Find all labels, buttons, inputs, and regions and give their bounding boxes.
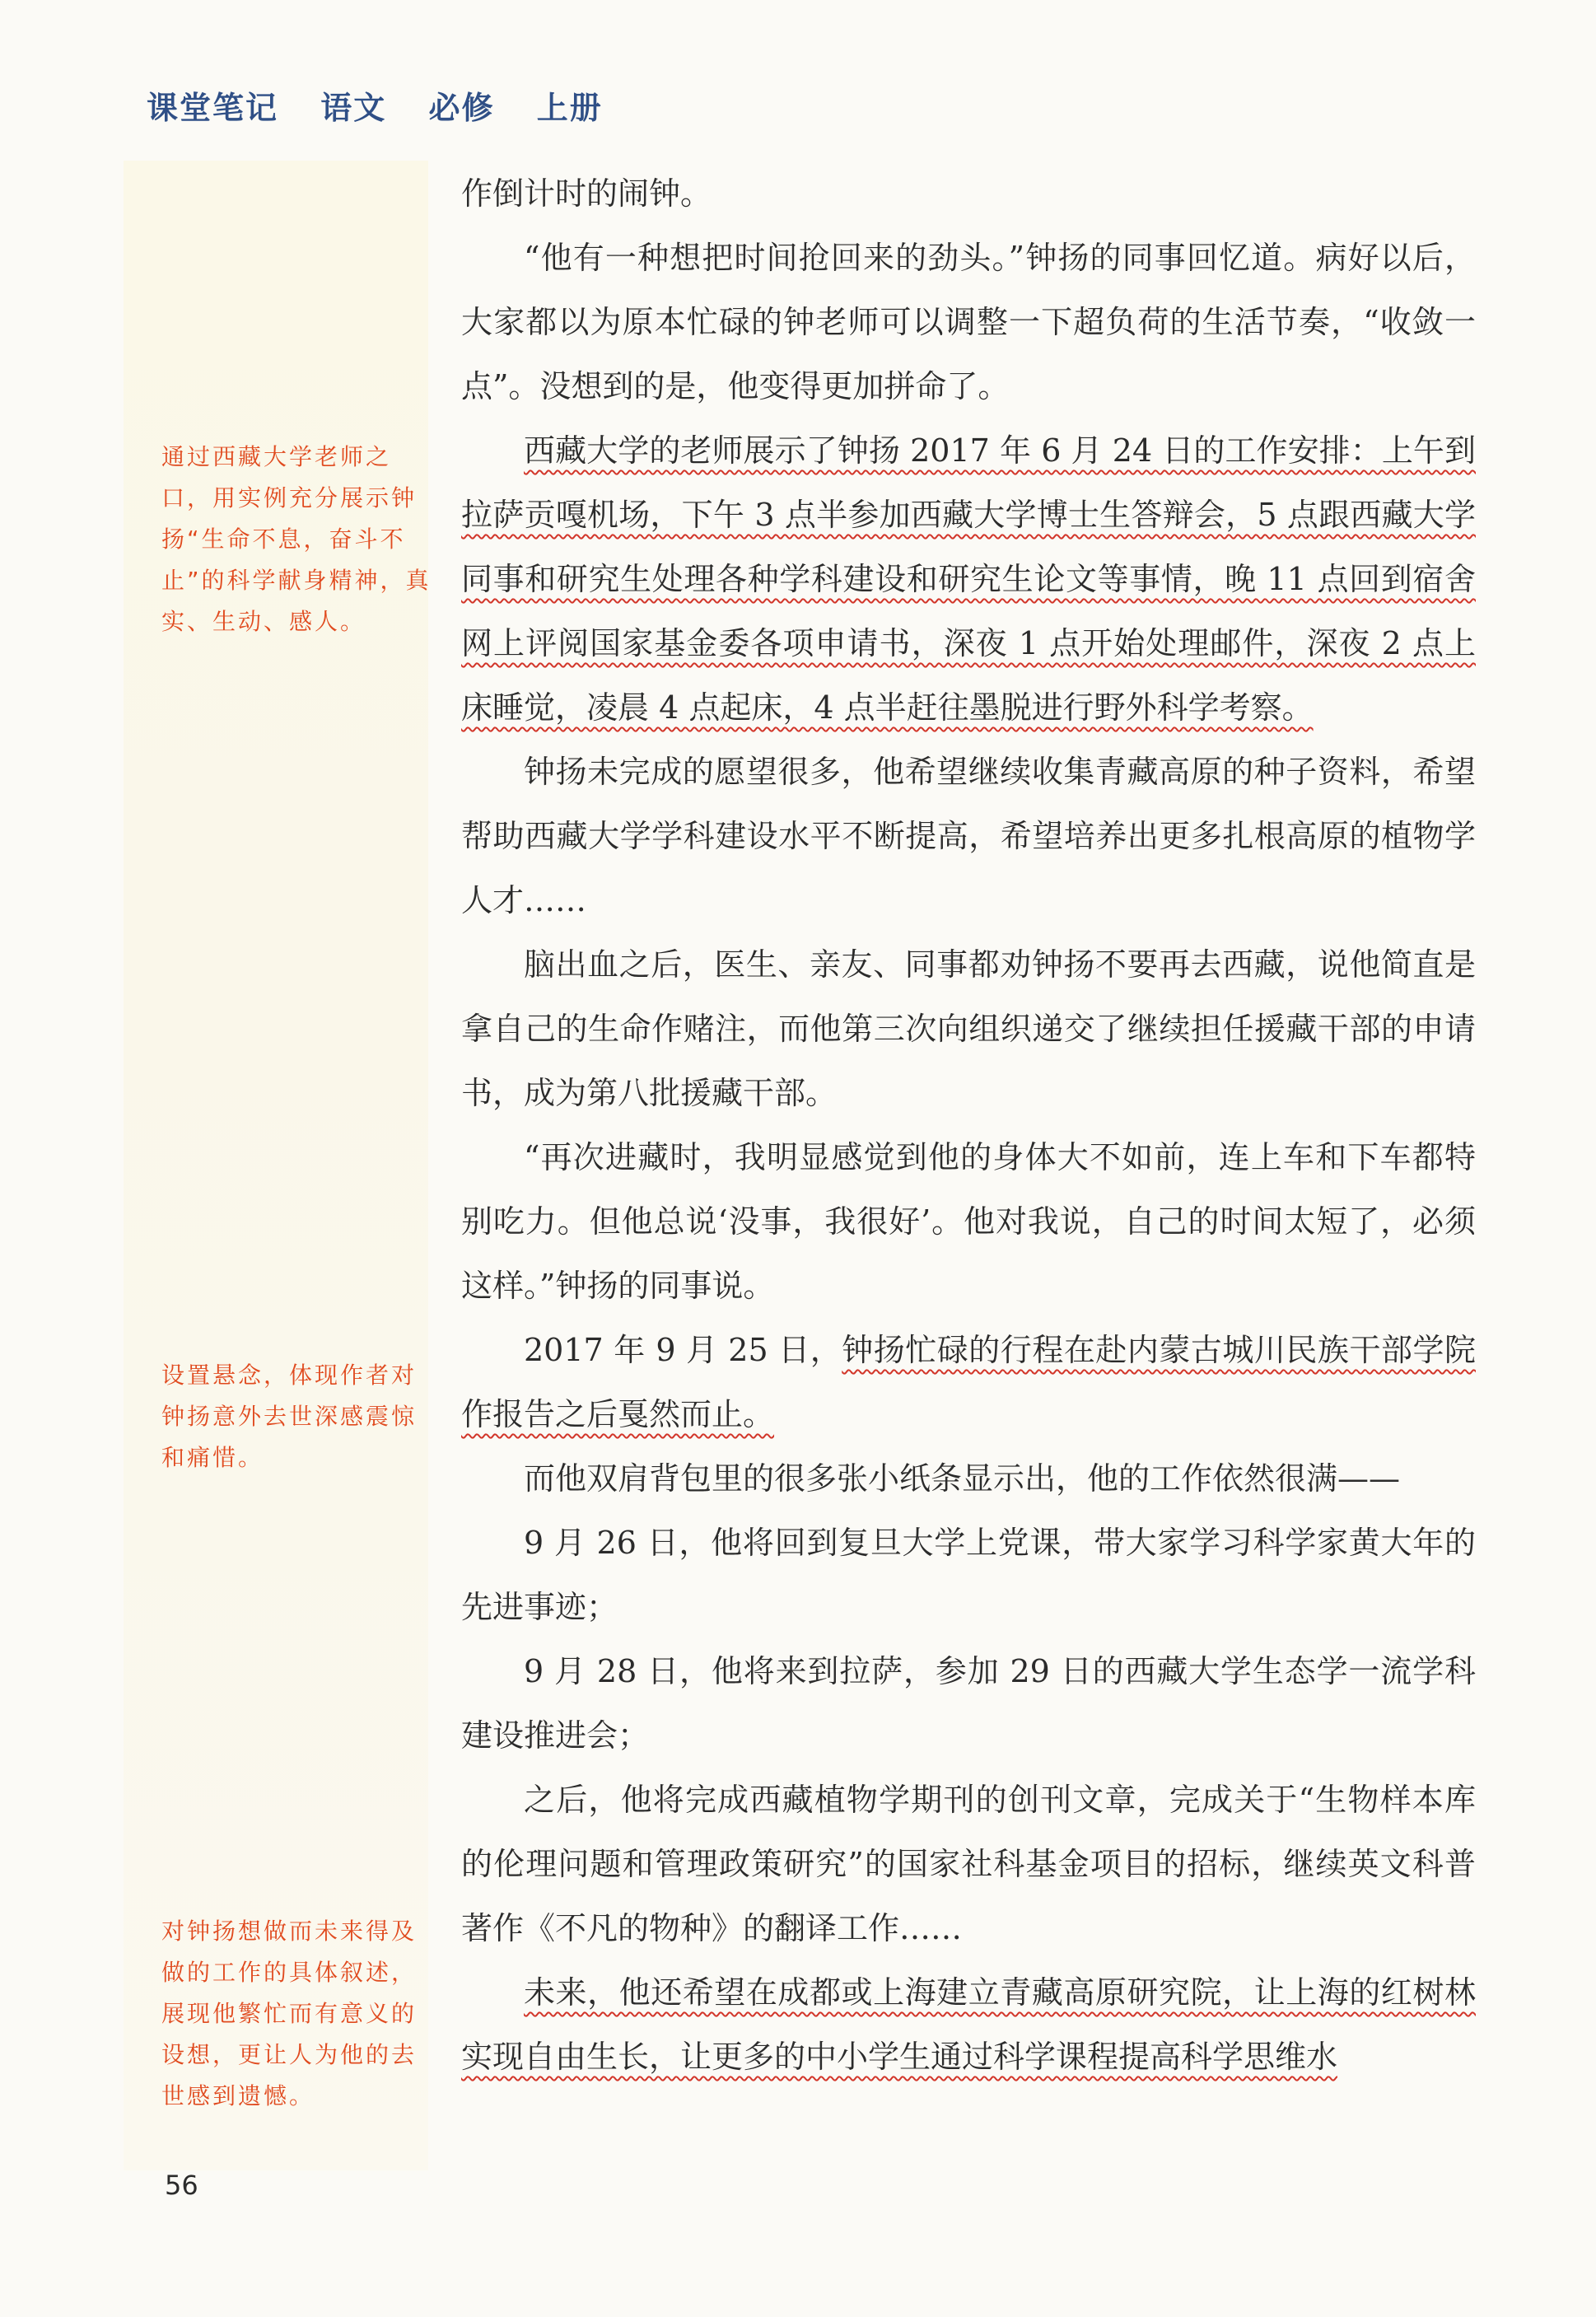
body-paragraph: 9 月 28 日，他将来到拉萨，参加 29 日的西藏大学生态学一流学科建设推进会； [461, 1653, 1476, 1754]
underlined-passage: 钟扬忙碌的行程在赴内蒙古城川民族干部学院作报告之后戛然而止。 [461, 1332, 1476, 1432]
body-paragraph: “他有一种想把时间抢回来的劲头。”钟扬的同事回忆道。病好以后，大家都以为原本忙碌的钟老师可以调整一下超负荷的生活节奏，“收敛一点”。没想到的是，他变得更加拼命了。 [461, 240, 1476, 404]
underlined-passage: 西藏大学的老师展示了钟扬 2017 年 6 月 24 日的工作安排：上午到拉萨贡嘎机场，下午 3 点半参加西藏大学博士生答辩会，5 点跟西藏大学同事和研究生处理各种学科建设和研究生论文等事情，晚 11 点回到宿舍网上评阅国家基金委各项申请书，深夜 1 点开始处理邮件，深夜 2 点上床睡觉，凌晨 4 点起床，4 点半赶往墨脱进行野外科学考察。 [461, 432, 1476, 726]
body-paragraph [461, 1960, 1476, 2089]
body-paragraph: 而他双肩背包里的很多张小纸条显示出，他的工作依然很满—— [524, 1460, 1401, 1497]
page-header [147, 82, 603, 128]
margin-annotation-2: 设置悬念，体现作者对钟扬意外去世深感震惊和痛惜。 [161, 1362, 418, 1471]
body-paragraph [461, 1318, 1476, 1446]
body-paragraph: 作倒计时的闹钟。 [461, 175, 712, 212]
underlined-passage: 未来，他还希望在成都或上海建立青藏高原研究院，让上海的红树林实现自由生长，让更多的中小学生通过科学课程提高科学思维水 [461, 1974, 1476, 2075]
header-level: 必修 [428, 90, 495, 126]
body-paragraph: 脑出血之后，医生、亲友、同事都劝钟扬不要再去西藏，说他简直是拿自己的生命作赌注，而他第三次向组织递交了继续担任援藏干部的申请书，成为第八批援藏干部。 [461, 946, 1476, 1111]
header-volume: 上册 [536, 90, 603, 126]
margin-annotation-1: 通过西藏大学老师之口，用实例充分展示钟扬“生命不息，奋斗不止”的科学献身精神，真实、生动、感人。 [161, 443, 432, 635]
body-paragraph: 钟扬未完成的愿望很多，他希望继续收集青藏高原的种子资料，希望帮助西藏大学学科建设水平不断提高，希望培养出更多扎根高原的植物学人才…… [461, 754, 1476, 918]
margin-annotation-3: 对钟扬想做而未来得及做的工作的具体叙述，展现他繁忙而有意义的设想，更让人为他的去世感到遗憾。 [161, 1918, 418, 2109]
article-body [461, 161, 1476, 2089]
date-text: 2017 年 9 月 25 日， [524, 1332, 842, 1368]
body-paragraph: 之后，他将完成西藏植物学期刊的创刊文章，完成关于“生物样本库的伦理问题和管理政策研究”的国家社科基金项目的招标，继续英文科普著作《不凡的物种》的翻译工作…… [461, 1782, 1476, 1946]
body-paragraph [461, 418, 1476, 740]
page-number: 56 [165, 2170, 198, 2201]
header-book-title: 课堂笔记 [147, 90, 279, 126]
header-subject: 语文 [320, 90, 387, 126]
body-paragraph: “再次进藏时，我明显感觉到他的身体大不如前，连上车和下车都特别吃力。但他总说‘没事，我很好’。他对我说，自己的时间太短了，必须这样。”钟扬的同事说。 [461, 1139, 1476, 1304]
body-paragraph: 9 月 26 日，他将回到复旦大学上党课，带大家学习科学家黄大年的先进事迹； [461, 1525, 1476, 1625]
